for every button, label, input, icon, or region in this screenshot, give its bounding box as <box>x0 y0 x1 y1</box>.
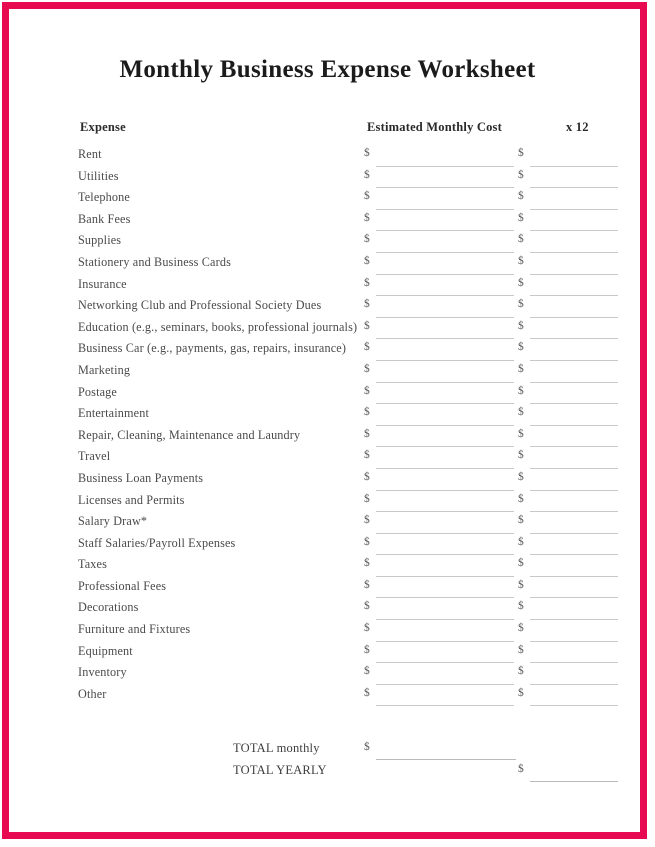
write-line <box>376 490 514 491</box>
monthly-cost-field[interactable] <box>364 169 514 191</box>
yearly-cost-field[interactable] <box>518 493 618 515</box>
yearly-cost-field[interactable] <box>518 169 618 191</box>
currency-symbol-icon: $ <box>364 470 370 483</box>
expense-label: Networking Club and Professional Society Dues <box>78 298 322 313</box>
monthly-cost-field[interactable] <box>364 665 514 687</box>
yearly-cost-field[interactable] <box>518 687 618 709</box>
monthly-cost-field[interactable] <box>364 190 514 212</box>
total-yearly-row <box>0 763 655 785</box>
monthly-cost-field[interactable] <box>364 363 514 385</box>
table-row <box>0 406 655 428</box>
monthly-cost-field[interactable] <box>364 233 514 255</box>
currency-symbol-icon: $ <box>518 578 524 591</box>
total-monthly-row <box>0 741 655 763</box>
yearly-cost-field[interactable] <box>518 622 618 644</box>
currency-symbol-icon: $ <box>518 319 524 332</box>
write-line <box>376 597 514 598</box>
write-line <box>530 662 618 663</box>
expense-label: Education (e.g., seminars, books, professional journals) <box>78 319 358 334</box>
currency-symbol-icon: $ <box>364 514 370 527</box>
currency-symbol-icon: $ <box>364 233 370 246</box>
totals-section <box>0 741 655 785</box>
write-line <box>376 403 514 404</box>
currency-symbol-icon: $ <box>518 168 524 181</box>
yearly-cost-field[interactable] <box>518 644 618 666</box>
currency-symbol-icon: $ <box>364 276 370 289</box>
currency-symbol-icon: $ <box>364 168 370 181</box>
write-line <box>530 619 618 620</box>
monthly-cost-field[interactable] <box>364 147 514 169</box>
currency-symbol-icon: $ <box>364 362 370 375</box>
write-line <box>376 252 514 253</box>
write-line <box>530 187 618 188</box>
monthly-cost-field[interactable] <box>364 255 514 277</box>
expense-label: Marketing <box>78 362 131 377</box>
table-row <box>0 622 655 644</box>
currency-symbol-icon: $ <box>518 254 524 267</box>
column-header-annual-multiplier: x 12 <box>566 120 589 134</box>
monthly-cost-field[interactable] <box>364 536 514 558</box>
table-row <box>0 665 655 687</box>
currency-symbol-icon: $ <box>518 190 524 203</box>
expense-label: Rent <box>78 147 102 161</box>
write-line <box>530 641 618 642</box>
currency-symbol-icon: $ <box>518 514 524 527</box>
expense-label: Repair, Cleaning, Maintenance and Laundry <box>78 427 301 442</box>
write-line <box>530 576 618 577</box>
total-yearly-field[interactable] <box>518 763 618 785</box>
write-line <box>530 166 618 167</box>
currency-symbol-icon: $ <box>518 686 524 699</box>
currency-symbol-icon: $ <box>364 449 370 462</box>
yearly-cost-field[interactable] <box>518 557 618 579</box>
monthly-cost-field[interactable] <box>364 449 514 471</box>
write-line <box>376 317 514 318</box>
currency-symbol-icon: $ <box>364 341 370 354</box>
column-header-estimated-monthly-cost: Estimated Monthly Cost <box>367 120 502 134</box>
currency-symbol-icon: $ <box>518 535 524 548</box>
currency-symbol-icon: $ <box>364 578 370 591</box>
currency-symbol-icon: $ <box>518 622 524 635</box>
table-row <box>0 428 655 450</box>
monthly-cost-field[interactable] <box>364 644 514 666</box>
table-row <box>0 212 655 234</box>
monthly-cost-field[interactable] <box>364 212 514 234</box>
currency-symbol-icon: $ <box>518 763 524 775</box>
write-line <box>530 597 618 598</box>
yearly-cost-field[interactable] <box>518 147 618 169</box>
total-monthly-field[interactable] <box>364 741 516 763</box>
expense-label: Staff Salaries/Payroll Expenses <box>78 535 236 550</box>
total-yearly-label: TOTAL YEARLY <box>233 763 327 777</box>
expense-label: Postage <box>78 384 117 399</box>
table-row <box>0 687 655 709</box>
currency-symbol-icon: $ <box>518 557 524 570</box>
total-yearly-write-line <box>530 781 618 782</box>
yearly-cost-field[interactable] <box>518 449 618 471</box>
expense-label: Decorations <box>78 600 139 615</box>
currency-symbol-icon: $ <box>518 492 524 505</box>
currency-symbol-icon: $ <box>518 643 524 656</box>
table-row <box>0 341 655 363</box>
total-monthly-write-line <box>376 759 516 760</box>
monthly-cost-field[interactable] <box>364 385 514 407</box>
write-line <box>376 425 514 426</box>
expense-label: Business Car (e.g., payments, gas, repairs, insurance) <box>78 341 347 356</box>
write-line <box>376 641 514 642</box>
yearly-cost-field[interactable] <box>518 363 618 385</box>
write-line <box>376 533 514 534</box>
yearly-cost-field[interactable] <box>518 579 618 601</box>
table-row <box>0 536 655 558</box>
write-line <box>530 705 618 706</box>
table-row <box>0 557 655 579</box>
write-line <box>530 425 618 426</box>
monthly-cost-field[interactable] <box>364 428 514 450</box>
currency-symbol-icon: $ <box>518 147 524 159</box>
yearly-cost-field[interactable] <box>518 665 618 687</box>
expense-label: Travel <box>78 449 111 464</box>
write-line <box>530 403 618 404</box>
expense-label: Equipment <box>78 643 133 658</box>
total-monthly-label: TOTAL monthly <box>233 741 320 755</box>
table-row <box>0 449 655 471</box>
write-line <box>530 274 618 275</box>
table-row <box>0 644 655 666</box>
expense-label: Supplies <box>78 233 122 248</box>
expense-label: Bank Fees <box>78 211 131 226</box>
currency-symbol-icon: $ <box>364 319 370 332</box>
expense-label: Salary Draw* <box>78 514 148 529</box>
write-line <box>530 360 618 361</box>
currency-symbol-icon: $ <box>518 665 524 678</box>
table-row <box>0 320 655 342</box>
table-row <box>0 579 655 601</box>
write-line <box>530 317 618 318</box>
table-row <box>0 600 655 622</box>
monthly-cost-field[interactable] <box>364 406 514 428</box>
write-line <box>376 511 514 512</box>
currency-symbol-icon: $ <box>364 211 370 224</box>
table-row <box>0 147 655 169</box>
yearly-cost-field[interactable] <box>518 471 618 493</box>
currency-symbol-icon: $ <box>518 470 524 483</box>
expense-label: Telephone <box>78 190 130 205</box>
write-line <box>376 295 514 296</box>
write-line <box>530 209 618 210</box>
yearly-cost-field[interactable] <box>518 190 618 212</box>
expense-label: Business Loan Payments <box>78 470 204 485</box>
yearly-cost-field[interactable] <box>518 277 618 299</box>
monthly-cost-field[interactable] <box>364 622 514 644</box>
currency-symbol-icon: $ <box>518 362 524 375</box>
currency-symbol-icon: $ <box>518 406 524 419</box>
expense-label: Furniture and Fixtures <box>78 622 191 637</box>
currency-symbol-icon: $ <box>364 686 370 699</box>
write-line <box>376 662 514 663</box>
yearly-cost-field[interactable] <box>518 406 618 428</box>
write-line <box>530 446 618 447</box>
write-line <box>530 230 618 231</box>
expense-label: Licenses and Permits <box>78 492 185 507</box>
yearly-cost-field[interactable] <box>518 385 618 407</box>
write-line <box>376 274 514 275</box>
write-line <box>376 468 514 469</box>
monthly-cost-field[interactable] <box>364 600 514 622</box>
yearly-cost-field[interactable] <box>518 233 618 255</box>
expense-label: Other <box>78 686 107 701</box>
table-row <box>0 471 655 493</box>
write-line <box>530 252 618 253</box>
write-line <box>530 295 618 296</box>
table-row <box>0 363 655 385</box>
table-row <box>0 233 655 255</box>
monthly-cost-field[interactable] <box>364 471 514 493</box>
monthly-cost-field[interactable] <box>364 687 514 709</box>
monthly-cost-field[interactable] <box>364 277 514 299</box>
currency-symbol-icon: $ <box>364 665 370 678</box>
yearly-cost-field[interactable] <box>518 320 618 342</box>
column-header-expense: Expense <box>80 120 126 134</box>
yearly-cost-field[interactable] <box>518 514 618 536</box>
currency-symbol-icon: $ <box>364 427 370 440</box>
write-line <box>376 166 514 167</box>
write-line <box>376 360 514 361</box>
currency-symbol-icon: $ <box>364 741 370 753</box>
table-row <box>0 493 655 515</box>
currency-symbol-icon: $ <box>518 600 524 613</box>
write-line <box>376 209 514 210</box>
yearly-cost-field[interactable] <box>518 255 618 277</box>
write-line <box>376 576 514 577</box>
write-line <box>376 187 514 188</box>
currency-symbol-icon: $ <box>364 298 370 311</box>
write-line <box>376 446 514 447</box>
monthly-cost-field[interactable] <box>364 579 514 601</box>
monthly-cost-field[interactable] <box>364 557 514 579</box>
yearly-cost-field[interactable] <box>518 536 618 558</box>
table-row <box>0 190 655 212</box>
currency-symbol-icon: $ <box>518 384 524 397</box>
write-line <box>530 468 618 469</box>
currency-symbol-icon: $ <box>364 492 370 505</box>
monthly-cost-field[interactable] <box>364 493 514 515</box>
currency-symbol-icon: $ <box>364 557 370 570</box>
yearly-cost-field[interactable] <box>518 298 618 320</box>
write-line <box>376 684 514 685</box>
table-row <box>0 298 655 320</box>
currency-symbol-icon: $ <box>364 535 370 548</box>
write-line <box>376 338 514 339</box>
write-line <box>376 554 514 555</box>
expense-label: Taxes <box>78 557 107 572</box>
currency-symbol-icon: $ <box>518 427 524 440</box>
expense-label: Inventory <box>78 665 127 680</box>
currency-symbol-icon: $ <box>518 298 524 311</box>
yearly-cost-field[interactable] <box>518 600 618 622</box>
currency-symbol-icon: $ <box>518 233 524 246</box>
write-line <box>530 533 618 534</box>
table-row <box>0 169 655 191</box>
page-title: Monthly Business Expense Worksheet <box>119 56 536 83</box>
currency-symbol-icon: $ <box>364 384 370 397</box>
write-line <box>530 382 618 383</box>
expense-label: Professional Fees <box>78 578 167 593</box>
write-line <box>376 619 514 620</box>
currency-symbol-icon: $ <box>364 254 370 267</box>
currency-symbol-icon: $ <box>364 622 370 635</box>
write-line <box>376 382 514 383</box>
currency-symbol-icon: $ <box>518 211 524 224</box>
write-line <box>530 511 618 512</box>
currency-symbol-icon: $ <box>518 276 524 289</box>
monthly-cost-field[interactable] <box>364 320 514 342</box>
expense-label: Utilities <box>78 168 119 183</box>
table-row <box>0 277 655 299</box>
expense-rows <box>0 147 655 708</box>
yearly-cost-field[interactable] <box>518 341 618 363</box>
currency-symbol-icon: $ <box>364 406 370 419</box>
write-line <box>530 490 618 491</box>
monthly-cost-field[interactable] <box>364 298 514 320</box>
currency-symbol-icon: $ <box>364 600 370 613</box>
table-row <box>0 514 655 536</box>
yearly-cost-field[interactable] <box>518 212 618 234</box>
write-line <box>376 230 514 231</box>
write-line <box>376 705 514 706</box>
expense-label: Insurance <box>78 276 127 291</box>
currency-symbol-icon: $ <box>364 147 370 159</box>
yearly-cost-field[interactable] <box>518 428 618 450</box>
write-line <box>530 338 618 339</box>
expense-label: Stationery and Business Cards <box>78 254 231 269</box>
table-row <box>0 385 655 407</box>
currency-symbol-icon: $ <box>364 643 370 656</box>
write-line <box>530 684 618 685</box>
monthly-cost-field[interactable] <box>364 341 514 363</box>
currency-symbol-icon: $ <box>364 190 370 203</box>
expense-label: Entertainment <box>78 406 149 421</box>
monthly-cost-field[interactable] <box>364 514 514 536</box>
table-row <box>0 255 655 277</box>
currency-symbol-icon: $ <box>518 341 524 354</box>
currency-symbol-icon: $ <box>518 449 524 462</box>
write-line <box>530 554 618 555</box>
